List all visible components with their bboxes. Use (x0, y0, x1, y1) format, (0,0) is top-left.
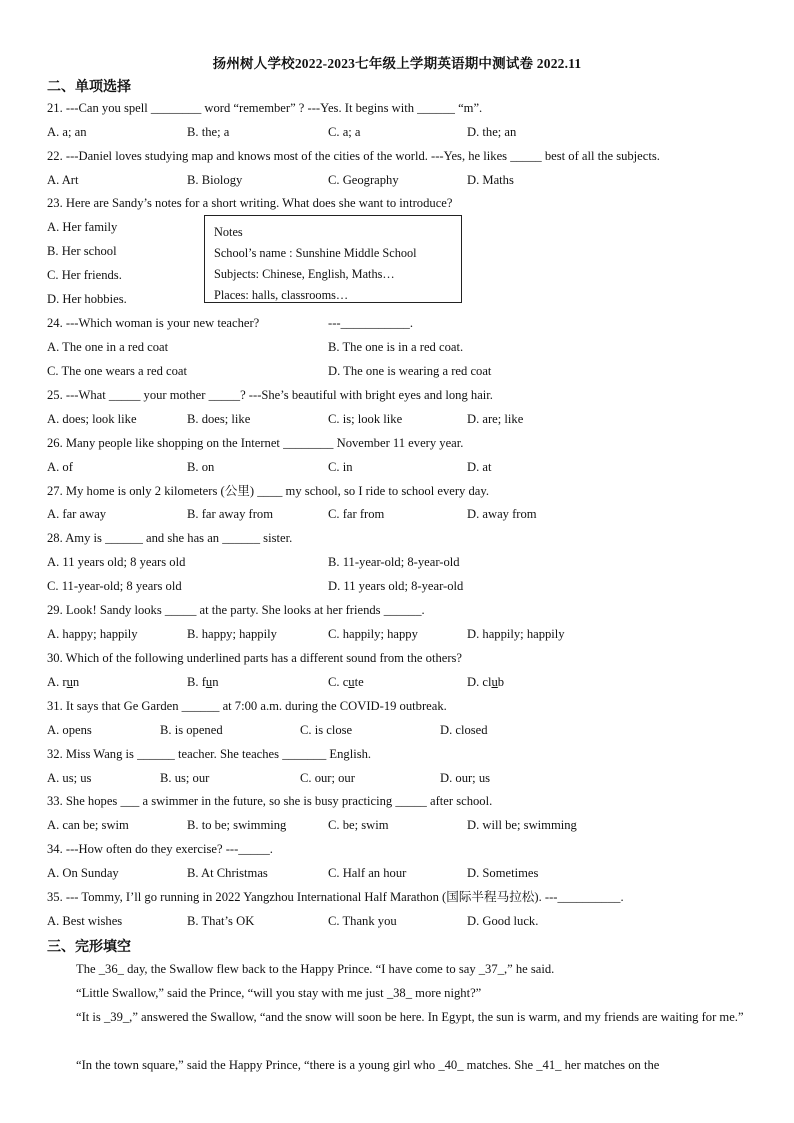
option-a: A. can be; swim (47, 818, 129, 832)
option-d: D. Good luck. (467, 914, 539, 928)
option-d: D. Sometimes (467, 866, 539, 880)
notes-line: Places: halls, classrooms… (214, 288, 349, 302)
question-stem: 33. She hopes ___ a swimmer in the future, so she is busy practicing _____ after school. (47, 794, 493, 808)
section-heading-cloze: 三、完形填空 (47, 939, 131, 955)
option-text: A. r (47, 675, 67, 689)
option-a: A. Best wishes (47, 914, 123, 928)
option-d: D. the; an (467, 125, 517, 139)
option-c: C. is close (300, 723, 353, 737)
cloze-paragraph: “In the town square,” said the Happy Prince, “there is a young girl who _40_ matches. She _41_ her matches on the (76, 1058, 660, 1072)
option-a: A. us; us (47, 771, 92, 785)
underlined-letter: u (205, 675, 213, 689)
option-a (47, 674, 79, 690)
option-a: A. far away (47, 507, 107, 521)
question-stem: 30. Which of the following underlined parts has a different sound from the others? (47, 651, 463, 665)
question-stem: 22. ---Daniel loves studying map and knows most of the cities of the world. ---Yes, he likes _____ best of all the subjects. (47, 149, 660, 163)
option-b: B. the; a (187, 125, 230, 139)
question-stem: 24. ---Which woman is your new teacher? (47, 316, 260, 330)
option-a: A. does; look like (47, 412, 137, 426)
option-d: D. closed (440, 723, 488, 737)
question-stem: 21. ---Can you spell ________ word “remember” ? ---Yes. It begins with ______ “m”. (47, 101, 483, 115)
question-answer-blank: ---___________. (328, 316, 413, 330)
option-b: B. 11-year-old; 8-year-old (328, 555, 460, 569)
option-b: B. Her school (47, 244, 117, 258)
question-stem: 26. Many people like shopping on the Internet ________ November 11 every year. (47, 436, 464, 450)
option-c: C. The one wears a red coat (47, 364, 187, 378)
question-stem: 29. Look! Sandy looks _____ at the party. She looks at her friends ______. (47, 603, 425, 617)
question-stem: 35. --- Tommy, I’ll go running in 2022 Yangzhou International Half Marathon (国际半程马拉松). ---__________. (47, 890, 624, 904)
question-stem: 27. My home is only 2 kilometers (公里) ____ my school, so I ride to school every day. (47, 484, 489, 498)
option-c: C. far from (328, 507, 385, 521)
option-d: D. are; like (467, 412, 524, 426)
option-c: C. our; our (300, 771, 355, 785)
question-stem: 23. Here are Sandy’s notes for a short writing. What does she want to introduce? (47, 196, 453, 210)
option-c: C. happily; happy (328, 627, 418, 641)
option-c: C. 11-year-old; 8 years old (47, 579, 182, 593)
option-c: C. be; swim (328, 818, 389, 832)
underlined-letter: u (491, 675, 498, 689)
option-c: C. Geography (328, 173, 399, 187)
notes-line: Subjects: Chinese, English, Maths… (214, 267, 395, 281)
page-title: 扬州树人学校2022-2023七年级上学期英语期中测试卷 2022.11 (212, 56, 582, 71)
option-b: B. to be; swimming (187, 818, 287, 832)
option-b: B. far away from (187, 507, 274, 521)
cloze-paragraph: The _36_ day, the Swallow flew back to the Happy Prince. “I have come to say _37_,” he said. (76, 962, 555, 976)
cloze-paragraph: “It is _39_,” answered the Swallow, “and the snow will soon be here. In Egypt, the sun is warm, and my friends are waiting for me.” (76, 1010, 744, 1024)
option-b: B. happy; happily (187, 627, 277, 641)
option-text: b (497, 675, 505, 689)
option-a: A. Her family (47, 220, 118, 234)
underlined-letter: u (66, 675, 73, 689)
option-d: D. 11 years old; 8-year-old (328, 579, 464, 593)
option-text: B. f (187, 675, 206, 689)
option-text: n (212, 675, 219, 689)
option-d: D. will be; swimming (467, 818, 577, 832)
option-a: A. The one in a red coat (47, 340, 169, 354)
notes-line: School’s name : Sunshine Middle School (214, 246, 417, 260)
option-d: D. our; us (440, 771, 491, 785)
option-c: C. in (328, 460, 353, 474)
option-d: D. away from (467, 507, 537, 521)
option-b (187, 674, 218, 690)
option-b: B. us; our (160, 771, 210, 785)
option-b: B. Biology (187, 173, 243, 187)
option-a: A. Art (47, 173, 79, 187)
notes-heading: Notes (214, 225, 243, 239)
question-stem: 31. It says that Ge Garden ______ at 7:00 a.m. during the COVID-19 outbreak. (47, 699, 447, 713)
option-d: D. at (467, 460, 492, 474)
option-b: B. on (187, 460, 215, 474)
option-d: D. Her hobbies. (47, 292, 127, 306)
question-stem: 34. ---How often do they exercise? ---_____. (47, 842, 273, 856)
option-d: D. The one is wearing a red coat (328, 364, 492, 378)
option-c: C. a; a (328, 125, 361, 139)
option-c: C. Thank you (328, 914, 397, 928)
option-b: B. At Christmas (187, 866, 268, 880)
option-c: C. Half an hour (328, 866, 407, 880)
option-d: D. happily; happily (467, 627, 565, 641)
option-text: n (72, 675, 80, 689)
option-b: B. is opened (160, 723, 223, 737)
option-a: A. happy; happily (47, 627, 138, 641)
notes-box (204, 215, 462, 303)
option-b: B. That’s OK (187, 914, 255, 928)
option-c (328, 674, 364, 690)
option-a: A. a; an (47, 125, 87, 139)
option-text: D. cl (467, 675, 492, 689)
cloze-paragraph: “Little Swallow,” said the Prince, “will you stay with me just _38_ more night?” (76, 986, 482, 1000)
option-a: A. of (47, 460, 73, 474)
underlined-letter: u (348, 675, 355, 689)
option-a: A. On Sunday (47, 866, 119, 880)
option-d: D. Maths (467, 173, 514, 187)
question-stem: 32. Miss Wang is ______ teacher. She teaches _______ English. (47, 747, 372, 761)
option-c: C. is; look like (328, 412, 403, 426)
question-stem: 25. ---What _____ your mother _____? ---She’s beautiful with bright eyes and long hair. (47, 388, 493, 402)
option-b: B. The one is in a red coat. (328, 340, 464, 354)
option-c: C. Her friends. (47, 268, 122, 282)
option-text: C. c (328, 675, 349, 689)
option-a: A. 11 years old; 8 years old (47, 555, 186, 569)
option-text: te (354, 675, 364, 689)
section-heading-single-choice: 二、单项选择 (47, 79, 131, 95)
option-d (467, 674, 504, 690)
question-stem: 28. Amy is ______ and she has an ______ sister. (47, 531, 293, 545)
option-a: A. opens (47, 723, 92, 737)
option-b: B. does; like (187, 412, 251, 426)
